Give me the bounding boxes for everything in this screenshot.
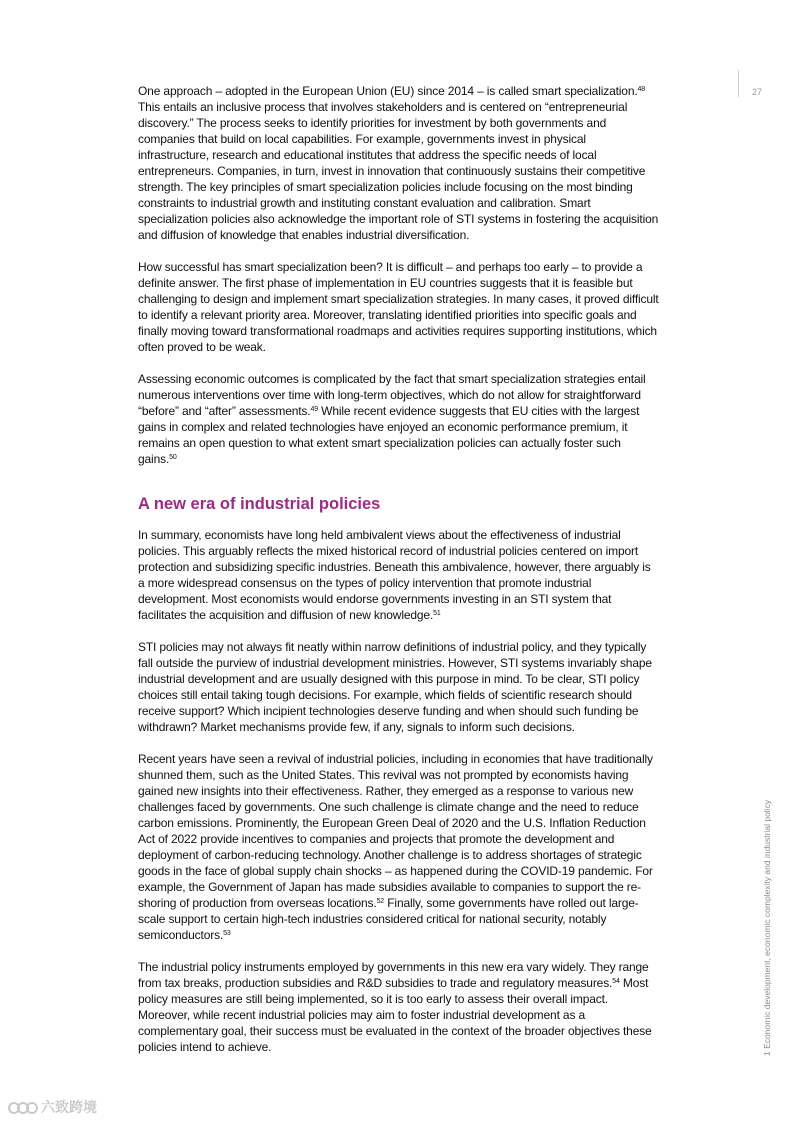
paragraph-assessing-outcomes — [138, 371, 659, 467]
footnote-ref[interactable]: 53 — [223, 930, 231, 937]
footnote-ref[interactable]: 52 — [376, 898, 385, 905]
paragraph-success — [138, 259, 659, 355]
paragraph-text: This entails an inclusive process that involves stakeholders and is centered on “entrepreneurial discovery.” The process seeks to identify priorities for investment by both governments and companies that build on local capabilities. For example, governments invest in physical infrastructure, research and educational institutes that address the specific needs of local entrepreneurs. Companies, in turn, invest in innovation that continuously sustains their competitive strength. The key principles of smart specialization policies include focusing on the most binding constraints to industrial growth and instituting constant evaluation and calibration. Smart specialization policies also acknowledge the important role of STI systems in fostering the acquisition and diffusion of knowledge that enables industrial diversification. — [138, 100, 659, 242]
paragraph-text: The industrial policy instruments employed by governments in this new era vary widely. They range from tax breaks, production subsidies and R&D subsidies to trade and regulatory measures. — [138, 960, 649, 990]
paragraph-text: One approach – adopted in the European Union (EU) since 2014 – is called smart specialization. — [138, 84, 638, 98]
watermark — [8, 1097, 97, 1117]
paragraph-smart-specialization — [138, 83, 659, 243]
running-footer: 1 Economic development, economic complexity and industrial policy — [762, 799, 772, 1056]
page-number: 27 — [752, 87, 763, 97]
paragraph-text: In summary, economists have long held ambivalent views about the effectiveness of industrial policies. This arguably reflects the mixed historical record of industrial policies centered on import protection and subsidizing specific industries. Beneath this ambivalence, however, there arguably is a more widespread consensus on the types of policy intervention that promote industrial development. Most economists would endorse governments investing in an STI system that facilitates the acquisition and diffusion of new knowledge. — [138, 528, 651, 622]
paragraph-text: STI policies may not always fit neatly within narrow definitions of industrial policy, and they typically fall outside the purview of industrial development ministries. However, STI systems invariably shape industrial development and are usually designed with this purpose in mind. To be clear, STI policy choices still entail taking tough decisions. For example, which fields of scientific research should receive support? Which incipient technologies deserve funding and when should such funding be withdrawn? Market mechanisms provide few, if any, signals to inform such decisions. — [138, 640, 652, 734]
page-content — [138, 83, 659, 1071]
paragraph-text: How successful has smart specialization been? It is difficult – and perhaps too early – to provide a definite answer. The first phase of implementation in EU countries suggests that it is feasible but challenging to design and implement smart specialization strategies. In many cases, it proved difficult to identify a relevant priority area. Moreover, translating identified priorities into specific goals and finally moving toward transformational roadmaps and activities requires supporting institutions, which often proved to be weak. — [138, 260, 659, 354]
paragraph-text: Most policy measures are still being implemented, so it is too early to assess their overall impact. Moreover, while recent industrial policies may aim to foster industrial development as a complementary goal, their success must be evaluated in the context of the broader objectives these policies intend to achieve. — [138, 976, 652, 1054]
paragraph-text: Assessing economic outcomes is complicated by the fact that smart specialization strategies entail numerous interventions over time with long-term objectives, which do not allow for straightforward “before” and “after” assessments. — [138, 372, 646, 418]
watermark-text: 六致跨境 — [41, 1099, 97, 1115]
footnote-ref[interactable]: 50 — [169, 454, 177, 461]
paragraph-text: Recent years have seen a revival of industrial policies, including in economies that have traditionally shunned them, such as the United States. This revival was not prompted by economists having gained new insights into their effectiveness. Rather, they emerged as a response to various new challenges faced by governments. One such challenge is climate change and the need to reduce carbon emissions. Prominently, the European Green Deal of 2020 and the U.S. Inflation Reduction Act of 2022 provide incentives to companies and projects that promote the development and deployment of carbon-reducing technology. Another challenge is to address shortages of strategic goods in the face of global supply chain shocks – as happened during the COVID-19 pandemic. For example, the Government of Japan has made subsidies available to companies to support the re-shoring of production from overseas locations. — [138, 752, 653, 910]
paragraph-sti-policies — [138, 639, 659, 735]
paragraph-revival — [138, 751, 659, 943]
watermark-logo-icon — [8, 1099, 38, 1115]
footnote-ref[interactable]: 54 — [612, 978, 620, 985]
paragraph-text: Finally, some governments have rolled out large-scale support to certain high-tech industries considered critical for national security, notably semiconductors. — [138, 896, 639, 942]
paragraph-text: While recent evidence suggests that EU cities with the largest gains in complex and related technologies have enjoyed an economic performance premium, it remains an open question to what extent smart specialization policies can actually foster such gains. — [138, 404, 640, 466]
paragraph-summary — [138, 527, 659, 623]
section-heading: A new era of industrial policies — [138, 495, 381, 513]
paragraph-instruments — [138, 959, 659, 1055]
footnote-ref[interactable]: 48 — [637, 86, 646, 93]
margin-rule — [738, 70, 739, 97]
footnote-ref[interactable]: 51 — [433, 610, 441, 617]
footnote-ref[interactable]: 49 — [310, 406, 318, 413]
